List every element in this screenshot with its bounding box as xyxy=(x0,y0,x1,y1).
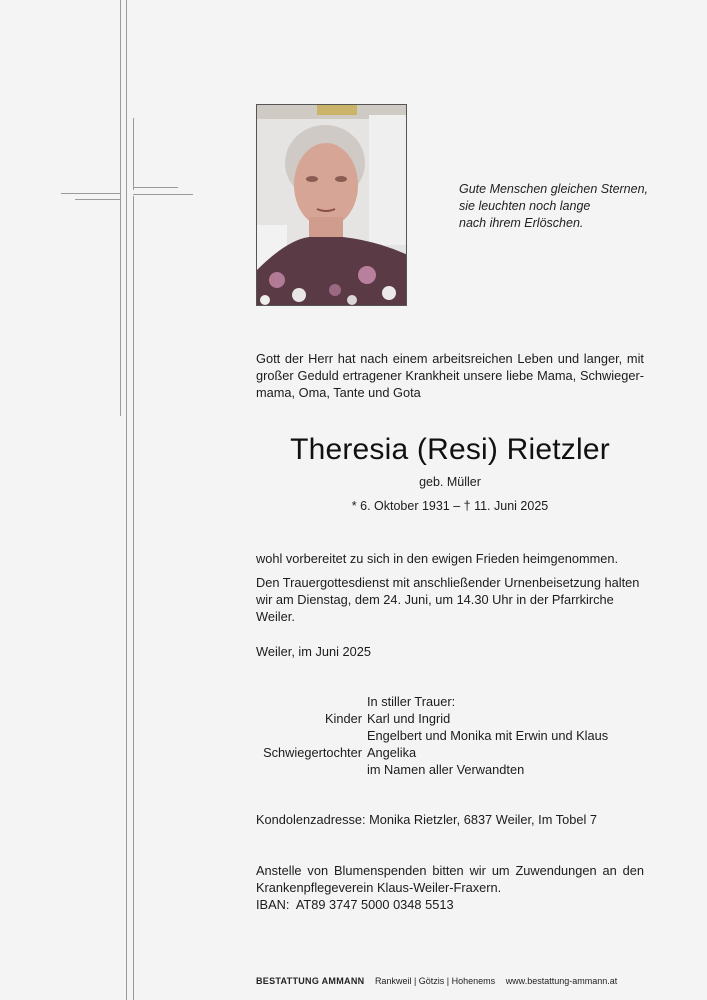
mourner-role: Schwiegertochter xyxy=(263,745,362,760)
intro-text: Gott der Herr hat nach einem arbeitsreichen Leben und langer, mit großer Geduld ertragener Krankheit unsere liebe Mama, Schwieger-mama, Oma, Tante und Gota xyxy=(256,351,644,400)
place-date: Weiler, im Juni 2025 xyxy=(256,644,371,659)
quote-line: nach ihrem Erlöschen. xyxy=(459,216,584,230)
peace-text: wohl vorbereitet zu sich in den ewigen Frieden heimgenommen. xyxy=(256,551,619,566)
memorial-quote xyxy=(459,181,659,232)
condolence-address: Kondolenzadresse: Monika Rietzler, 6837 Weiler, Im Tobel 7 xyxy=(256,812,597,827)
mourner-names: Engelbert und Monika mit Erwin und Klaus xyxy=(367,728,609,743)
mourner-names: Angelika xyxy=(367,745,417,760)
quote-line: sie leuchten noch lange xyxy=(459,199,591,213)
service-text: Den Trauergottesdienst mit anschließender Urnenbeisetzung halten wir am Dienstag, dem 24. Juni, um 14.30 Uhr in der Pfarrkirche Weiler. xyxy=(256,575,640,624)
list-item xyxy=(256,693,656,710)
list-item xyxy=(256,744,656,761)
footer-website: www.bestattung-ammann.at xyxy=(505,976,618,986)
maiden-name: geb. Müller xyxy=(419,475,481,489)
quote-line: Gute Menschen gleichen Sternen, xyxy=(459,182,649,196)
mourner-role xyxy=(256,761,367,778)
mourners-list xyxy=(256,693,656,778)
deceased-name: Theresia (Resi) Rietzler xyxy=(290,433,610,466)
footer xyxy=(256,975,676,987)
mourner-role: Kinder xyxy=(325,711,362,726)
list-item xyxy=(256,727,656,744)
mourner-names: In stiller Trauer: xyxy=(367,694,456,709)
portrait-photo xyxy=(256,104,407,306)
iban: IBAN: AT89 3747 5000 0348 5513 xyxy=(256,897,454,912)
footer-locations: Rankweil | Götzis | Hohenems xyxy=(374,976,496,986)
donation-text: Anstelle von Blumenspenden bitten wir um Zuwendungen an den Krankenpflegeverein Klaus-Weiler-Fraxern. xyxy=(256,863,644,895)
life-dates: * 6. Oktober 1931 – † 11. Juni 2025 xyxy=(351,499,549,513)
mourner-names: im Namen aller Verwandten xyxy=(367,762,525,777)
list-item xyxy=(256,710,656,727)
list-item xyxy=(256,761,656,778)
mourner-names: Karl und Ingrid xyxy=(367,711,451,726)
mourner-role xyxy=(256,693,367,710)
footer-brand: BESTATTUNG AMMANN xyxy=(256,976,365,986)
mourner-role xyxy=(256,727,367,744)
